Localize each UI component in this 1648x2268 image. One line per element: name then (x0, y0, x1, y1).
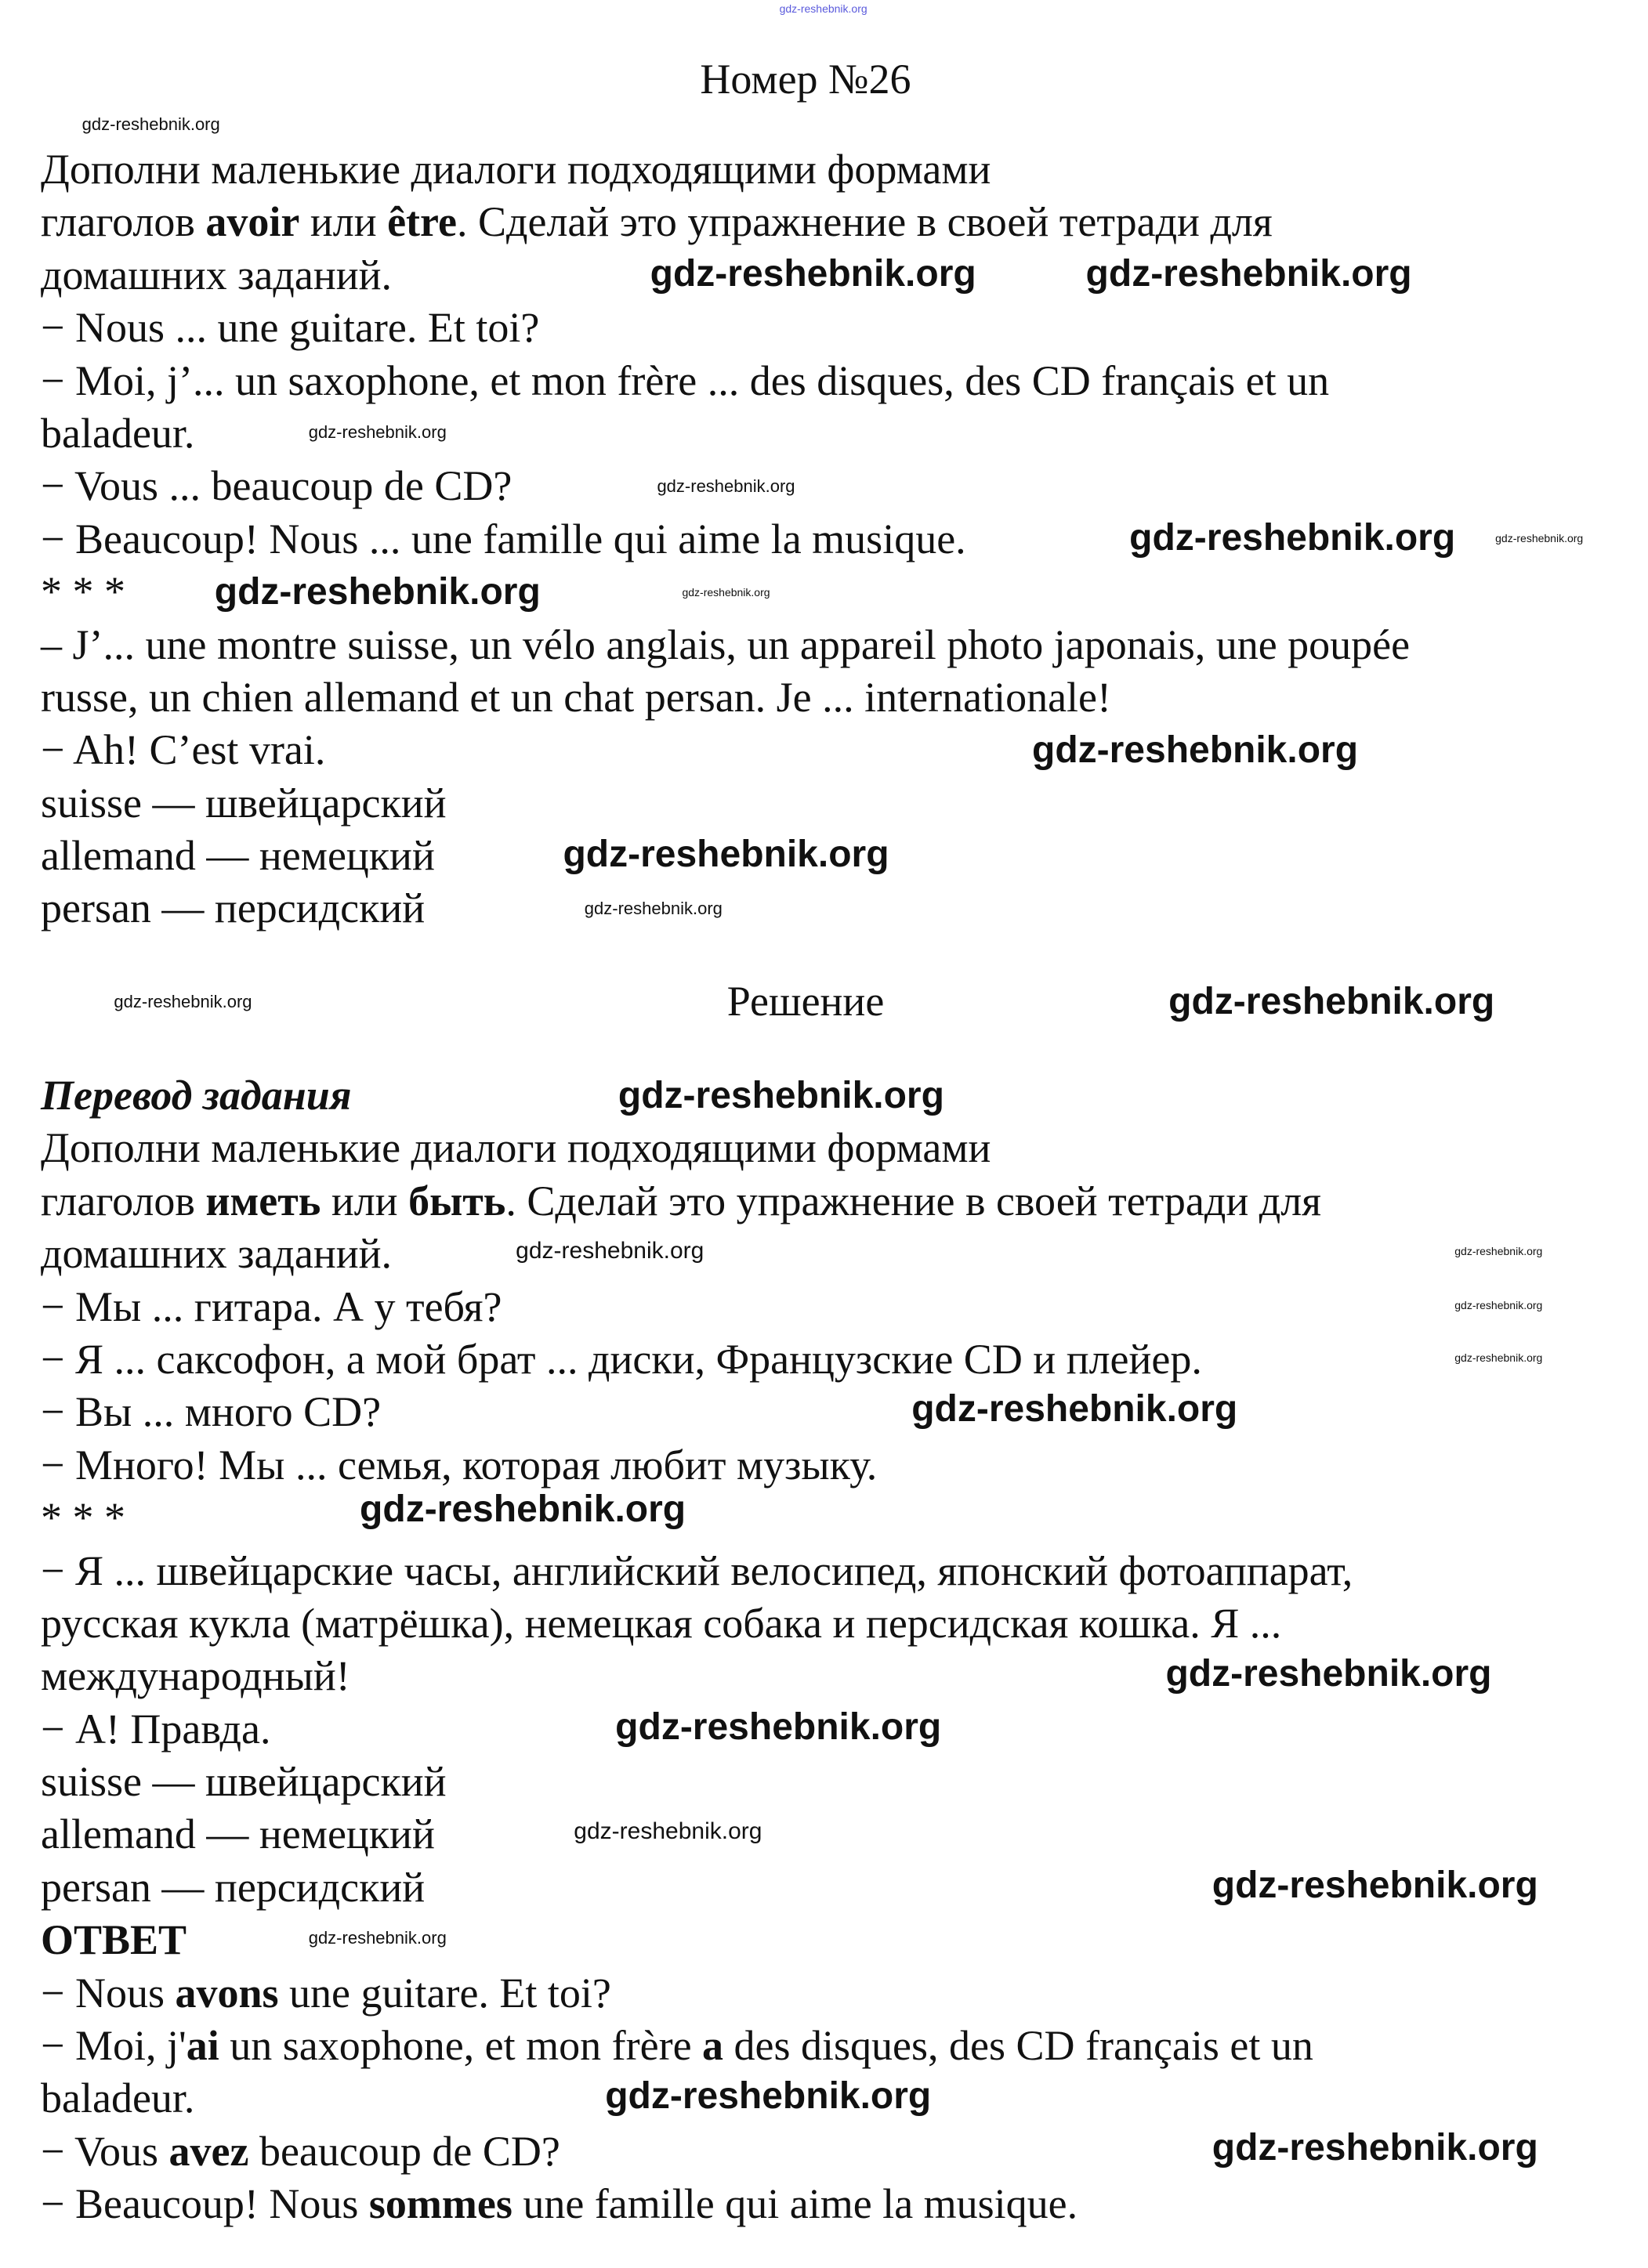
watermark: gdz-reshebnik.org (1031, 729, 1359, 771)
text-line: − Ah! C’est vrai. (41, 726, 326, 774)
text-line: − Вы ... много CD? (41, 1388, 382, 1436)
text-line: − Beaucoup! Nous ... une famille qui aime la musique. (41, 515, 966, 562)
watermark: gdz-reshebnik.org (563, 834, 889, 876)
text-line: − Moi, j’... un saxophone, et mon frère ... des disques, des CD français et un (41, 356, 1330, 404)
text-line: − Мы ... гитара. А у тебя? (41, 1282, 502, 1330)
text-segment: une famille qui aime la musique. (512, 2180, 1078, 2228)
bold-text: ai (186, 2022, 219, 2070)
watermark: gdz-reshebnik.org (516, 1238, 704, 1264)
watermark: gdz-reshebnik.org (911, 1388, 1238, 1431)
bold-text: ОТВЕТ (41, 1916, 187, 1964)
watermark: gdz-reshebnik.org (1454, 1245, 1543, 1258)
text-line: russe, un chien allemand et un chat persan. Je ... internationale! (41, 673, 1112, 721)
watermark: gdz-reshebnik.org (360, 1488, 686, 1531)
text-segment: . Сделай это упражнение в своей тетради для (457, 198, 1273, 246)
text-segment: глаголов (41, 1177, 206, 1224)
text-line: домашних заданий. (41, 1230, 393, 1278)
text-line: * * * (41, 568, 125, 616)
watermark: gdz-reshebnik.org (584, 898, 723, 918)
text-line: suisse — швейцарский (41, 779, 447, 827)
text-line: Дополни маленькие диалоги подходящими формами (41, 146, 991, 193)
watermark: gdz-reshebnik.org (1454, 1351, 1543, 1364)
watermark: gdz-reshebnik.org (650, 253, 976, 295)
watermark: gdz-reshebnik.org (605, 2074, 932, 2117)
text-line: домашних заданий. (41, 251, 393, 298)
watermark: gdz-reshebnik.org (574, 1818, 762, 1845)
watermark: gdz-reshebnik.org (308, 1927, 447, 1948)
text-line (41, 1914, 187, 1966)
bold-text: avoir (205, 198, 300, 246)
text-segment: − Vous (41, 2127, 169, 2175)
bold-text: a (702, 2022, 724, 2070)
bold-text: avons (175, 1969, 279, 2017)
watermark: gdz-reshebnik.org (615, 1706, 942, 1749)
text-line: − Я ... швейцарские часы, английский велосипед, японский фотоаппарат, (41, 1546, 1353, 1594)
text-line: – J’... une montre suisse, un vélo anglais, un appareil photo japonais, une poupée (41, 620, 1411, 668)
text-line (41, 2125, 560, 2178)
bold-text: avez (168, 2127, 249, 2175)
text-line (41, 2020, 1313, 2072)
text-line: − Я ... саксофон, а мой брат ... диски, Французские CD и плейер. (41, 1335, 1202, 1383)
text-line: международный! (41, 1652, 350, 1700)
text-line: русская кукла (матрёшка), немецкая собака и персидская кошка. Я ... (41, 1599, 1282, 1647)
text-line: Дополни маленькие диалоги подходящими формами (41, 1124, 991, 1172)
bold-text: Перевод задания (41, 1072, 352, 1119)
text-segment: или (299, 198, 388, 246)
text-line: − Vous ... beaucoup de CD? (41, 462, 513, 510)
text-segment: − Nous (41, 1969, 176, 2017)
watermark: gdz-reshebnik.org (81, 114, 220, 135)
text-line (41, 1069, 352, 1122)
text-line: − Nous ... une guitare. Et toi? (41, 304, 540, 352)
text-line: allemand — немецкий (41, 1810, 435, 1858)
text-segment: . Сделай это упражнение в своей тетради для (505, 1177, 1321, 1224)
text-line (41, 196, 1273, 248)
watermark: gdz-reshebnik.org (1495, 532, 1584, 545)
text-segment: un saxophone, et mon frère (219, 2022, 703, 2070)
watermark: gdz-reshebnik.org (1129, 517, 1456, 559)
watermark: gdz-reshebnik.org (214, 571, 541, 613)
watermark: gdz-reshebnik.org (308, 422, 447, 443)
watermark: gdz-reshebnik.org (1085, 253, 1412, 295)
text-line: − А! Правда. (41, 1705, 271, 1753)
solution-heading: Решение (726, 978, 885, 1025)
watermark: gdz-reshebnik.org (1212, 1865, 1538, 1907)
text-line: persan — персидский (41, 1863, 426, 1911)
page-title: Номер №26 (700, 56, 911, 103)
watermark: gdz-reshebnik.org (779, 2, 867, 16)
text-line: persan — персидский (41, 884, 426, 932)
watermark: gdz-reshebnik.org (618, 1075, 944, 1116)
text-segment: une guitare. Et toi? (278, 1969, 611, 2017)
text-line: suisse — швейцарский (41, 1758, 447, 1806)
text-segment: − Moi, j' (41, 2022, 187, 2070)
text-segment: des disques, des CD français et un (723, 2022, 1313, 2070)
bold-text: sommes (368, 2180, 513, 2228)
text-segment: или (321, 1177, 409, 1224)
watermark: gdz-reshebnik.org (1168, 980, 1495, 1022)
watermark: gdz-reshebnik.org (1212, 2127, 1538, 2169)
watermark: gdz-reshebnik.org (657, 476, 795, 496)
text-line: * * * (41, 1494, 125, 1542)
watermark: gdz-reshebnik.org (114, 991, 252, 1011)
text-line: baladeur. (41, 409, 195, 457)
text-line (41, 1175, 1321, 1228)
watermark: gdz-reshebnik.org (1454, 1298, 1543, 1311)
bold-text: быть (408, 1177, 506, 1224)
text-segment: beaucoup de CD? (248, 2127, 560, 2175)
text-line: − Много! Мы ... семья, которая любит музыку. (41, 1441, 878, 1488)
text-line: baladeur. (41, 2074, 195, 2122)
text-segment: − Beaucoup! Nous (41, 2180, 369, 2228)
watermark: gdz-reshebnik.org (682, 586, 770, 599)
text-segment: глаголов (41, 198, 206, 246)
watermark: gdz-reshebnik.org (1165, 1652, 1492, 1695)
text-line (41, 1967, 611, 2020)
text-line: allemand — немецкий (41, 832, 435, 880)
text-line (41, 2178, 1078, 2230)
bold-text: иметь (205, 1177, 321, 1224)
bold-text: être (387, 198, 458, 246)
